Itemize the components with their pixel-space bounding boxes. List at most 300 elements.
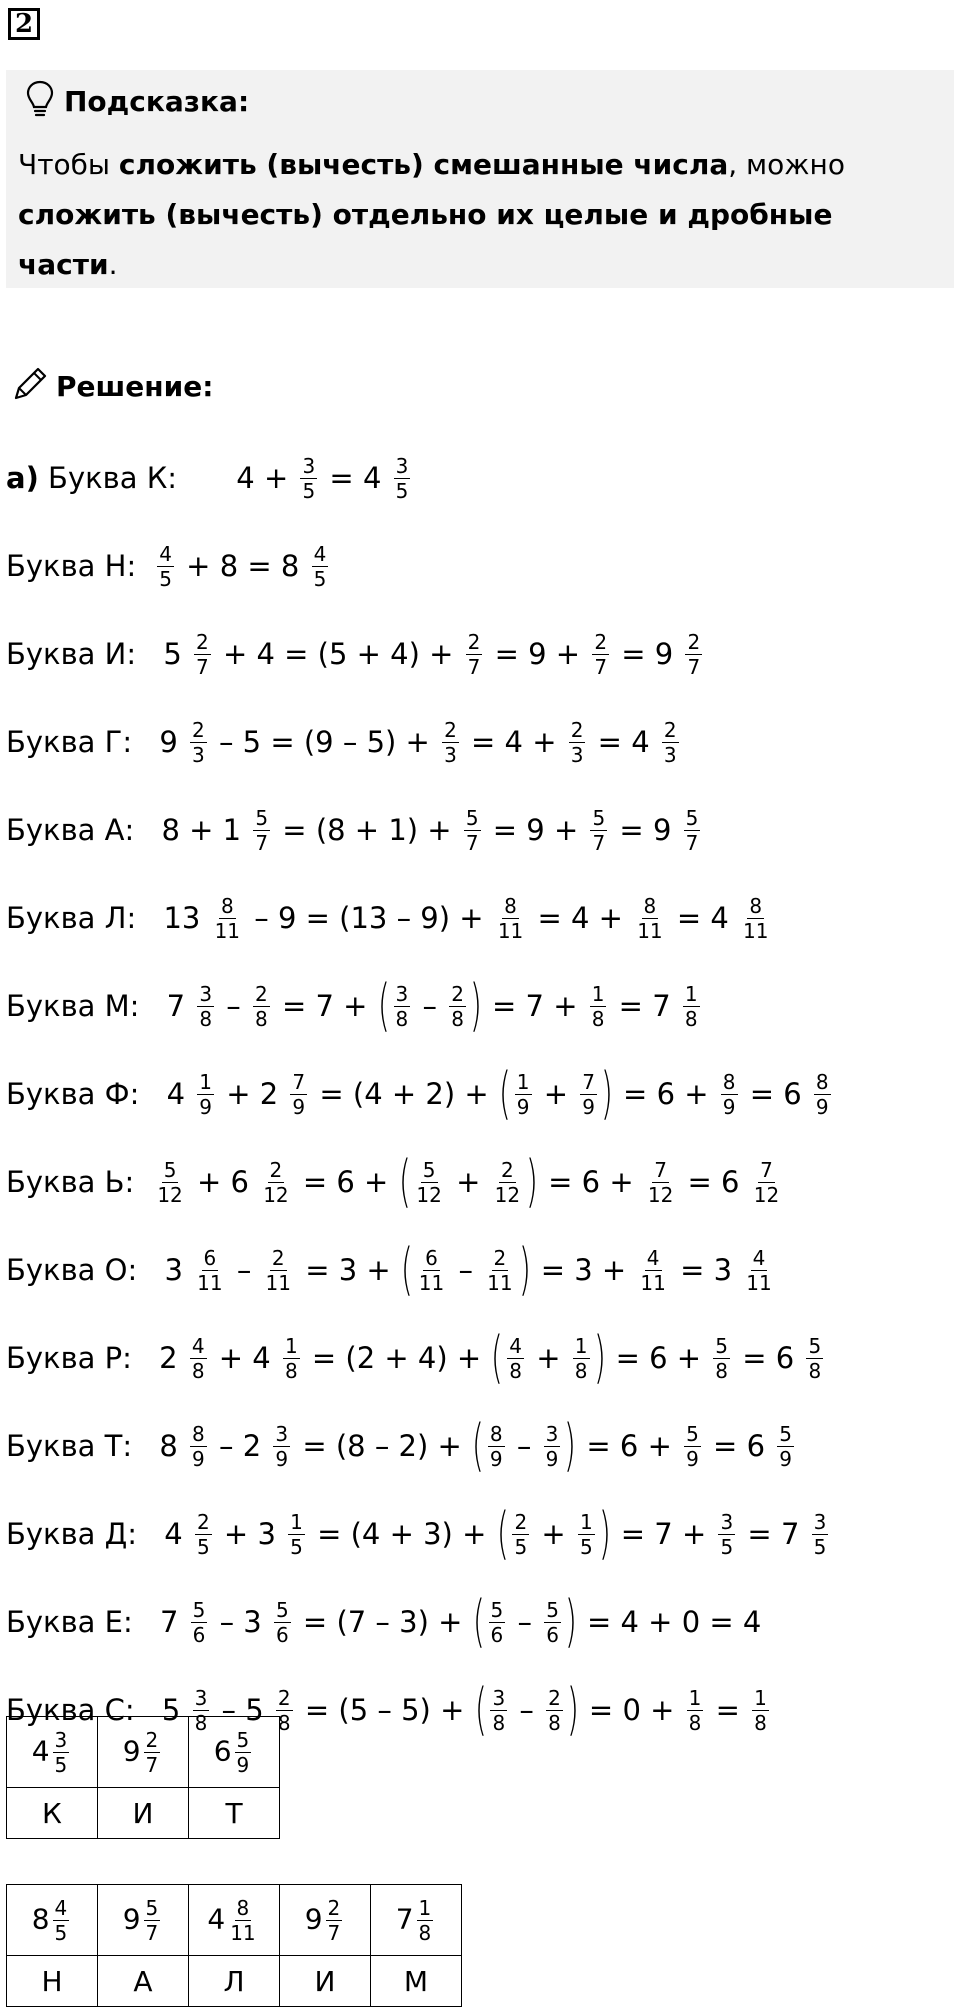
fraction	[806, 1334, 823, 1383]
numerator: 4	[313, 541, 327, 566]
equation-text: 5	[152, 1693, 190, 1727]
fraction	[53, 1896, 70, 1945]
fraction	[812, 1510, 829, 1559]
equation-row	[6, 1138, 834, 1226]
open-paren: (	[398, 1149, 411, 1214]
fraction	[464, 806, 481, 855]
denominator: 7	[145, 1920, 159, 1945]
fraction	[417, 1246, 446, 1295]
denominator: 11	[497, 918, 524, 943]
equation-text: –	[507, 1429, 541, 1463]
fraction	[264, 1246, 293, 1295]
whole-part: 9	[304, 1902, 323, 1935]
equation-row	[6, 610, 834, 698]
denominator: 5	[196, 1534, 210, 1559]
fraction	[638, 1246, 667, 1295]
equation-text: + 2	[217, 1077, 288, 1111]
denominator: 8	[395, 1006, 409, 1031]
numerator: 2	[277, 1685, 291, 1710]
equation-row	[6, 1578, 834, 1666]
equation-text: = (8 + 1) +	[273, 813, 461, 847]
numerator: 1	[284, 1333, 298, 1358]
equation-text: = 3	[670, 1253, 742, 1287]
denominator: 7	[594, 654, 608, 679]
answer-letter-cell: И	[98, 1788, 189, 1839]
letter-label	[6, 1253, 137, 1287]
fraction	[195, 1510, 212, 1559]
fraction	[718, 1510, 735, 1559]
fraction	[777, 1422, 794, 1471]
numerator: 5	[685, 805, 699, 830]
fraction	[752, 1686, 769, 1735]
denominator: 8	[684, 1006, 698, 1031]
denominator: 11	[746, 1270, 772, 1295]
answer-number-cell	[280, 1885, 371, 1956]
equation-text: + 3	[214, 1517, 286, 1551]
denominator: 5	[313, 566, 327, 591]
fraction	[155, 1158, 184, 1207]
fraction	[646, 1158, 675, 1207]
equation-text: 13	[154, 901, 210, 935]
answer-number-cell	[189, 1885, 280, 1956]
denominator: 8	[688, 1710, 702, 1735]
whole-part: 4	[31, 1734, 50, 1767]
equation-text: = 6 +	[606, 1341, 711, 1375]
letter-name: Буква С:	[6, 1693, 135, 1727]
hint-title: Подсказка:	[64, 84, 250, 118]
denominator: 8	[255, 1006, 268, 1031]
numerator: 2	[467, 629, 481, 654]
numerator: 4	[54, 1895, 68, 1920]
equation-row	[6, 522, 834, 610]
equation-text: = 3 +	[296, 1253, 400, 1287]
solution-header	[10, 364, 213, 408]
equation-text: 8	[150, 1429, 188, 1463]
equation-text: –	[217, 989, 251, 1023]
denominator: 9	[516, 1094, 530, 1119]
answer-table-2	[6, 1884, 462, 2007]
fraction	[312, 542, 329, 591]
fraction	[190, 718, 207, 767]
numerator: 8	[220, 893, 234, 918]
numerator: 5	[465, 805, 479, 830]
letter-name: Буква О:	[6, 1253, 138, 1287]
fraction	[290, 1070, 307, 1119]
solution-title: Решение:	[56, 369, 214, 403]
equation-text: = 7 +	[482, 989, 587, 1023]
denominator: 9	[686, 1446, 699, 1471]
equation-text: –	[227, 1253, 261, 1287]
equation-text: = 4 +	[461, 725, 566, 759]
denominator: 8	[574, 1358, 588, 1383]
numerator: 7	[582, 1069, 595, 1094]
letter-label	[6, 461, 177, 495]
whole-part: 7	[395, 1902, 414, 1935]
numerator: 2	[514, 1509, 528, 1534]
equation-text: = 4	[320, 461, 391, 495]
open-paren: (	[377, 973, 390, 1038]
fraction	[288, 1510, 305, 1559]
answer-number-cell	[7, 1717, 98, 1788]
fraction	[195, 1246, 224, 1295]
equation-text: 4 +	[227, 461, 298, 495]
denominator: 3	[444, 742, 457, 767]
equation-text: 5	[154, 637, 192, 671]
letter-name: Буква Н:	[6, 549, 137, 583]
denominator: 3	[570, 742, 584, 767]
fraction	[685, 630, 702, 679]
denominator: 9	[275, 1446, 289, 1471]
equation-text: 7	[150, 1605, 188, 1639]
denominator: 9	[582, 1094, 595, 1119]
equation-text: = (7 – 3) +	[293, 1605, 472, 1639]
fraction	[190, 1334, 207, 1383]
numerator: 2	[271, 1245, 285, 1270]
numerator: 2	[269, 1157, 283, 1182]
numerator: 5	[192, 1597, 206, 1622]
whole-part: 9	[122, 1902, 141, 1935]
equation-text: 3	[155, 1253, 193, 1287]
numerator: 5	[255, 805, 269, 830]
numerator: 2	[548, 1685, 561, 1710]
equation-text: = 4 +	[528, 901, 633, 935]
numerator: 2	[145, 1727, 159, 1752]
denominator: 7	[255, 830, 269, 855]
answer-number-cell	[98, 1717, 189, 1788]
denominator: 5	[54, 1920, 68, 1945]
numerator: 3	[813, 1509, 827, 1534]
letter-name: Буква Л:	[6, 901, 137, 935]
equation-text: 7	[157, 989, 195, 1023]
numerator: 2	[192, 717, 205, 742]
close-paren: )	[564, 1413, 577, 1478]
denominator: 8	[509, 1358, 523, 1383]
equation-text: –	[449, 1253, 483, 1287]
numerator: 6	[425, 1245, 438, 1270]
fraction	[741, 894, 770, 943]
denominator: 7	[592, 830, 606, 855]
fraction	[744, 1246, 773, 1295]
equation-text: = (8 – 2) +	[293, 1429, 472, 1463]
equation-row	[6, 1050, 834, 1138]
fraction	[662, 718, 679, 767]
denominator: 8	[715, 1358, 729, 1383]
numerator: 7	[292, 1069, 306, 1094]
denominator: 7	[196, 654, 209, 679]
equation-text: = 7 +	[611, 1517, 716, 1551]
letter-label	[6, 725, 132, 759]
fraction	[466, 630, 483, 679]
equation-text: = 6 +	[293, 1165, 398, 1199]
denominator: 12	[157, 1182, 183, 1207]
hint-bold-part: сложить (вычесть) отдельно их целые и дробные части	[18, 198, 833, 281]
equation-text: = 4	[588, 725, 659, 759]
fraction	[814, 1070, 831, 1119]
denominator: 8	[277, 1710, 291, 1735]
fraction	[144, 1728, 161, 1777]
hint-text-part: .	[108, 248, 118, 281]
equation-text: +	[527, 1341, 570, 1375]
numerator: 2	[444, 717, 457, 742]
equation-row	[6, 1490, 834, 1578]
equation-text: 2	[149, 1341, 187, 1375]
equation-text: 4	[155, 1517, 192, 1551]
solution-rows	[6, 434, 834, 1754]
numerator: 3	[395, 981, 409, 1006]
close-paren: )	[593, 1325, 606, 1390]
denominator: 12	[263, 1182, 289, 1207]
answer-number-cell	[98, 1885, 189, 1956]
fraction	[144, 1896, 161, 1945]
equation-text: 9	[150, 725, 188, 759]
numerator: 3	[720, 1509, 734, 1534]
fraction	[683, 982, 700, 1031]
denominator: 5	[395, 478, 409, 503]
answer-number-cell	[7, 1885, 98, 1956]
numerator: 2	[493, 1245, 507, 1270]
numerator: 4	[509, 1333, 523, 1358]
letter-name: Буква Ь:	[6, 1165, 135, 1199]
answer-table-1	[6, 1716, 280, 1839]
fraction	[190, 1422, 207, 1471]
denominator: 8	[492, 1710, 506, 1735]
denominator: 5	[290, 1534, 303, 1559]
equation-text: + 4 = (5 + 4) +	[213, 637, 463, 671]
fraction	[228, 1896, 257, 1945]
equation-text: –	[510, 1693, 544, 1727]
fraction	[569, 718, 586, 767]
numerator: 2	[327, 1895, 341, 1920]
numerator: 5	[546, 1597, 559, 1622]
fraction	[546, 1686, 563, 1735]
fraction	[194, 630, 211, 679]
fraction	[300, 454, 317, 503]
answer-letter-cell: Н	[7, 1956, 98, 2007]
equation-text: 4	[157, 1077, 195, 1111]
fraction	[273, 1422, 290, 1471]
fraction	[157, 542, 174, 591]
fraction	[580, 1070, 597, 1119]
equation-text: = 9 +	[483, 813, 588, 847]
numerator: 7	[760, 1157, 773, 1182]
numerator: 8	[643, 893, 657, 918]
equation-row	[6, 698, 834, 786]
fraction	[417, 1896, 434, 1945]
equation-text: = 4 + 0 = 4	[577, 1605, 771, 1639]
denominator: 7	[145, 1752, 159, 1777]
denominator: 8	[451, 1006, 464, 1031]
denominator: 9	[815, 1094, 829, 1119]
numerator: 4	[191, 1333, 205, 1358]
denominator: 9	[545, 1446, 559, 1471]
denominator: 7	[685, 830, 699, 855]
letter-name: Буква Р:	[6, 1341, 132, 1375]
denominator: 12	[753, 1182, 780, 1207]
numerator: 8	[504, 893, 517, 918]
denominator: 6	[546, 1622, 559, 1647]
numerator: 5	[715, 1333, 729, 1358]
answer-letter-cell: А	[98, 1956, 189, 2007]
fraction	[485, 1246, 514, 1295]
fraction	[721, 1070, 738, 1119]
denominator: 9	[722, 1094, 736, 1119]
fraction	[488, 1422, 505, 1471]
numerator: 8	[749, 893, 763, 918]
open-paren: (	[472, 1589, 485, 1654]
denominator: 5	[813, 1534, 827, 1559]
denominator: 8	[418, 1920, 432, 1945]
whole-part: 6	[213, 1734, 232, 1767]
numerator: 5	[686, 1421, 699, 1446]
letter-label	[6, 901, 136, 935]
answer-letter-cell: К	[7, 1788, 98, 1839]
fraction	[713, 1334, 730, 1383]
letter-label	[6, 637, 136, 671]
denominator: 12	[416, 1182, 442, 1207]
denominator: 11	[214, 918, 241, 943]
part-label: а)	[6, 461, 39, 495]
numerator: 1	[754, 1685, 767, 1710]
letter-label	[6, 1341, 132, 1375]
numerator: 1	[574, 1333, 588, 1358]
open-paren: (	[474, 1677, 487, 1742]
fraction	[512, 1510, 529, 1559]
numerator: 3	[302, 453, 316, 478]
numerator: 1	[516, 1069, 530, 1094]
numerator: 1	[199, 1069, 213, 1094]
numerator: 8	[815, 1069, 829, 1094]
numerator: 8	[489, 1421, 503, 1446]
denominator: 11	[743, 918, 769, 943]
denominator: 11	[418, 1270, 445, 1295]
open-paren: (	[400, 1237, 413, 1302]
answer-letter-cell: И	[280, 1956, 371, 2007]
equation-text: 8 + 1	[152, 813, 251, 847]
task-number: 2	[8, 8, 40, 40]
numerator: 2	[570, 717, 584, 742]
denominator: 11	[637, 918, 663, 943]
numerator: 1	[579, 1509, 593, 1534]
fraction	[687, 1686, 704, 1735]
denominator: 8	[591, 1006, 605, 1031]
denominator: 9	[236, 1752, 250, 1777]
equation-text: –	[508, 1605, 542, 1639]
fraction	[684, 1422, 701, 1471]
close-paren: )	[469, 973, 482, 1038]
denominator: 8	[191, 1358, 205, 1383]
numerator: 8	[722, 1069, 736, 1094]
numerator: 2	[196, 629, 209, 654]
letter-label	[6, 813, 134, 847]
letter-name: Буква Е:	[6, 1605, 133, 1639]
numerator: 4	[752, 1245, 766, 1270]
fraction	[253, 806, 270, 855]
fraction	[544, 1598, 561, 1647]
numerator: 2	[594, 629, 608, 654]
denominator: 11	[197, 1270, 223, 1295]
fraction	[489, 1598, 506, 1647]
equation-text: = (4 + 2) +	[310, 1077, 498, 1111]
numerator: 5	[808, 1333, 822, 1358]
denominator: 5	[720, 1534, 734, 1559]
denominator: 5	[159, 566, 172, 591]
fraction	[752, 1158, 781, 1207]
denominator: 9	[779, 1446, 792, 1471]
numerator: 1	[591, 981, 605, 1006]
equation-text: – 5	[212, 1693, 273, 1727]
letter-label	[6, 1429, 132, 1463]
letter-name: Буква Т:	[6, 1429, 133, 1463]
denominator: 12	[494, 1182, 521, 1207]
equation-text: = 9	[612, 637, 683, 671]
numerator: 2	[500, 1157, 514, 1182]
numerator: 5	[490, 1597, 504, 1622]
equation-text: = 6 +	[577, 1429, 682, 1463]
numerator: 4	[159, 541, 172, 566]
denominator: 7	[687, 654, 701, 679]
fraction	[496, 894, 525, 943]
equation-text: = 3 +	[531, 1253, 636, 1287]
denominator: 3	[663, 742, 677, 767]
denominator: 9	[489, 1446, 503, 1471]
equation-text: = 6	[733, 1341, 804, 1375]
fraction	[191, 1598, 208, 1647]
whole-part: 9	[122, 1734, 141, 1767]
fraction	[684, 806, 701, 855]
fraction	[235, 1728, 252, 1777]
equation-text: = 0 +	[579, 1693, 684, 1727]
close-paren: )	[598, 1501, 611, 1566]
equation-text: = 7	[738, 1517, 809, 1551]
fraction	[213, 894, 242, 943]
numerator: 3	[275, 1421, 289, 1446]
denominator: 6	[275, 1622, 289, 1647]
numerator: 2	[687, 629, 701, 654]
letter-label	[6, 1517, 137, 1551]
numerator: 5	[779, 1421, 792, 1446]
equation-row	[6, 1314, 834, 1402]
letter-name: Буква М:	[6, 989, 140, 1023]
hint-text-part: , можно	[728, 148, 845, 181]
equation-text: = 6	[703, 1429, 775, 1463]
answer-number-cell	[189, 1717, 280, 1788]
denominator: 7	[467, 654, 481, 679]
numerator: 3	[194, 1685, 208, 1710]
equation-text: = 6 +	[538, 1165, 643, 1199]
denominator: 6	[192, 1622, 206, 1647]
open-paren: (	[496, 1501, 509, 1566]
hint-bold-part: сложить (вычесть) смешанные числа	[118, 148, 729, 181]
numerator: 5	[422, 1157, 436, 1182]
denominator: 11	[640, 1270, 666, 1295]
equation-text: – 5 = (9 – 5) +	[209, 725, 440, 759]
equation-text: – 9 = (13 – 9) +	[245, 901, 493, 935]
equation-text: = 9	[610, 813, 681, 847]
lightbulb-icon	[26, 80, 54, 122]
letter-label	[6, 549, 136, 583]
pencil-icon	[10, 364, 50, 408]
equation-text: + 6	[187, 1165, 259, 1199]
fraction	[442, 718, 459, 767]
equation-text: +	[534, 1077, 578, 1111]
denominator: 11	[230, 1920, 256, 1945]
whole-part: 8	[31, 1902, 50, 1935]
numerator: 6	[203, 1245, 217, 1270]
fraction	[493, 1158, 522, 1207]
answer-letter-cell: Л	[189, 1956, 280, 2007]
equation-row	[6, 1226, 834, 1314]
letter-label	[6, 1605, 133, 1639]
